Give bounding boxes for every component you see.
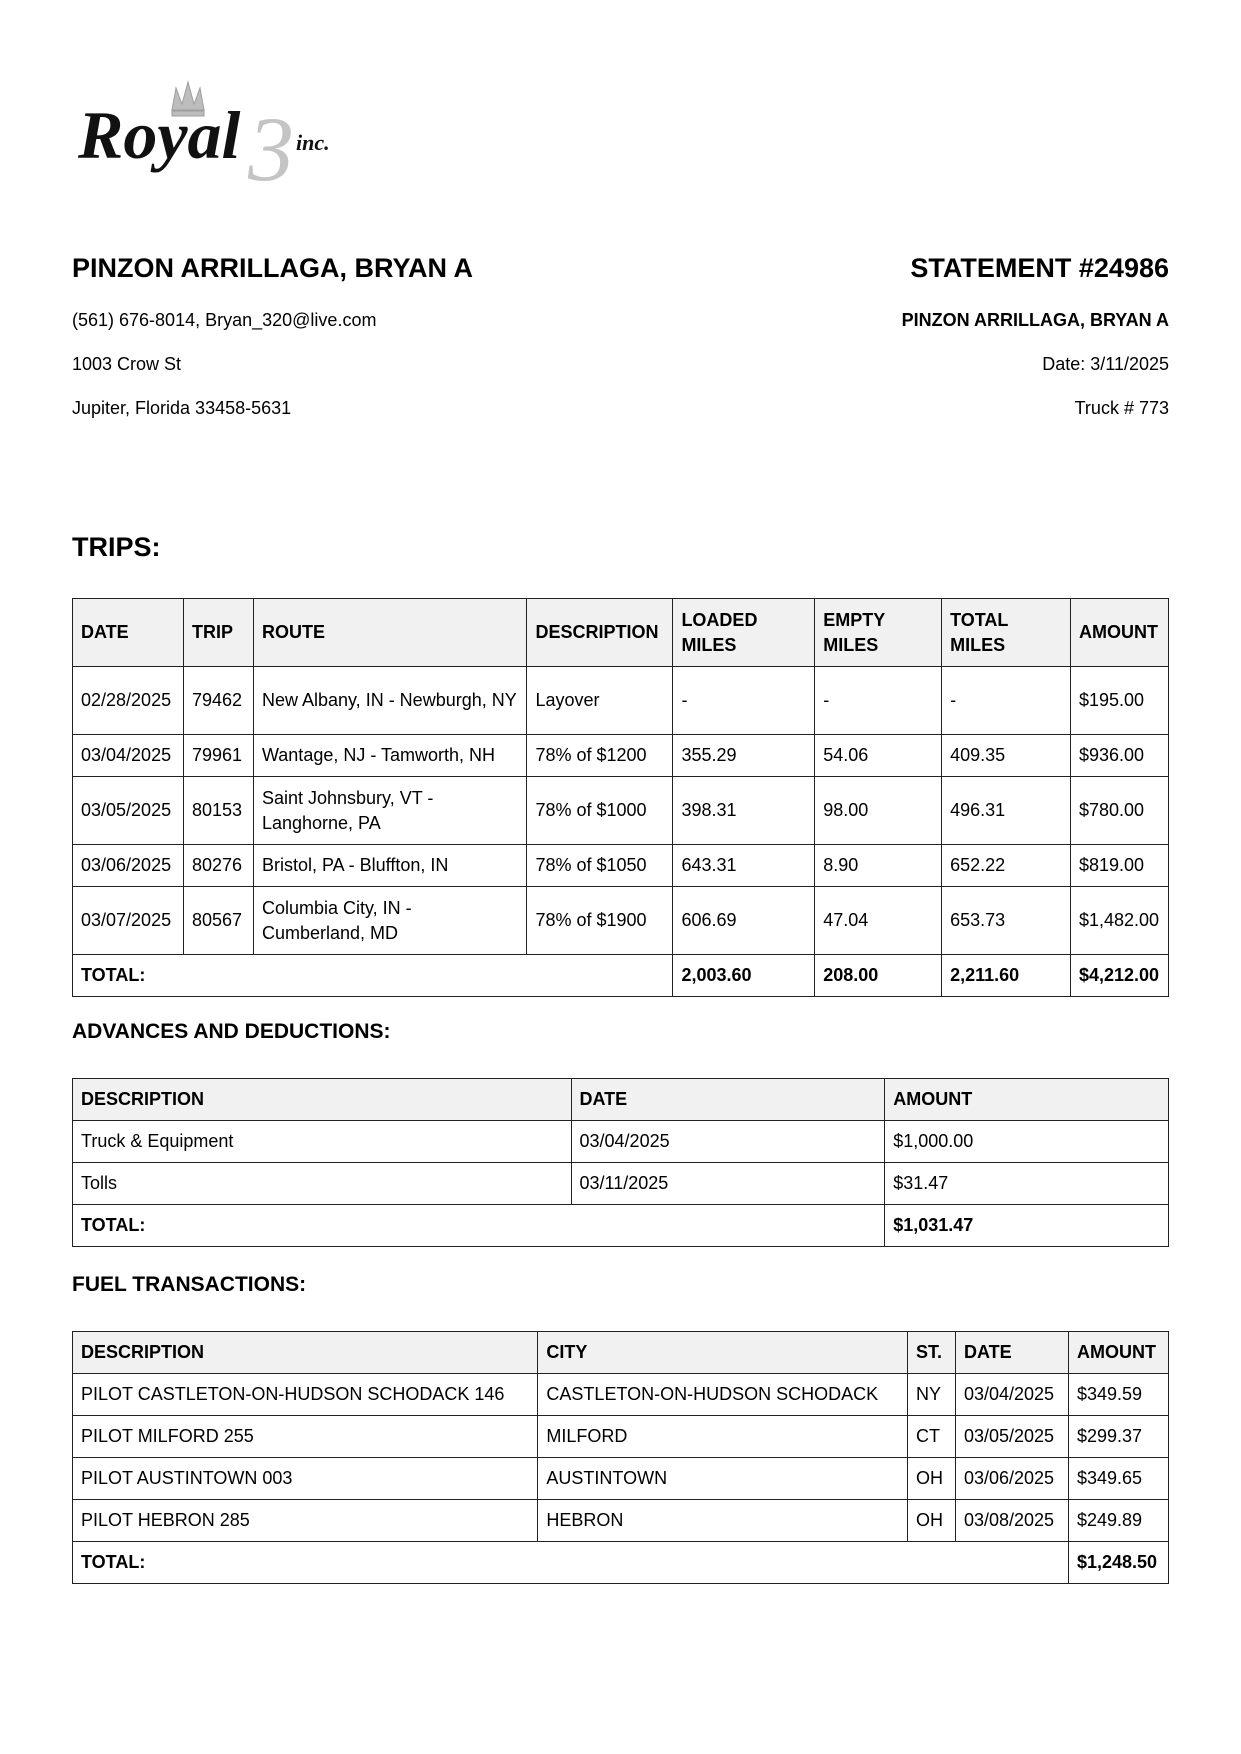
table-cell: 80567 [183, 887, 253, 955]
table-cell: 78% of $1000 [527, 777, 673, 845]
company-logo [76, 80, 396, 190]
total-loaded-miles: 2,003.60 [673, 955, 815, 997]
table-cell: Wantage, NJ - Tamworth, NH [253, 735, 527, 777]
table-cell: $31.47 [885, 1163, 1169, 1205]
table-cell: 03/05/2025 [73, 777, 184, 845]
table-cell: 355.29 [673, 735, 815, 777]
col-header: LOADED MILES [673, 599, 815, 667]
table-cell: Layover [527, 667, 673, 735]
table-cell: $299.37 [1068, 1416, 1168, 1458]
total-label: TOTAL: [73, 955, 673, 997]
table-cell: 47.04 [815, 887, 942, 955]
total-empty-miles: 208.00 [815, 955, 942, 997]
table-cell: 653.73 [942, 887, 1071, 955]
table-cell: 03/04/2025 [73, 735, 184, 777]
table-header-row [73, 1079, 1169, 1121]
col-header: ROUTE [253, 599, 527, 667]
table-cell: MILFORD [538, 1416, 908, 1458]
table-cell: $195.00 [1070, 667, 1168, 735]
table-cell: 03/07/2025 [73, 887, 184, 955]
table-cell: 78% of $1050 [527, 845, 673, 887]
svg-text:3: 3 [248, 98, 294, 190]
driver-street: 1003 Crow St [72, 354, 182, 374]
col-header: DATE [73, 599, 184, 667]
advances-title: ADVANCES AND DEDUCTIONS: [72, 1020, 391, 1043]
table-cell: PILOT CASTLETON-ON-HUDSON SCHODACK 146 [73, 1374, 538, 1416]
table-row [73, 887, 1169, 955]
col-header: CITY [538, 1332, 908, 1374]
statement-title: STATEMENT #24986 [910, 253, 1169, 283]
table-cell: 03/06/2025 [955, 1458, 1068, 1500]
table-cell: $349.59 [1068, 1374, 1168, 1416]
table-total-row [73, 955, 1169, 997]
table-cell: $780.00 [1070, 777, 1168, 845]
table-cell: 03/06/2025 [73, 845, 184, 887]
statement-date: Date: 3/11/2025 [1042, 354, 1169, 374]
fuel-title: FUEL TRANSACTIONS: [72, 1273, 307, 1296]
table-cell: AUSTINTOWN [538, 1458, 908, 1500]
table-total-row [73, 1542, 1169, 1584]
table-cell: Bristol, PA - Bluffton, IN [253, 845, 527, 887]
table-row [73, 1374, 1169, 1416]
driver-info [72, 248, 632, 430]
table-cell: 03/04/2025 [571, 1121, 885, 1163]
col-header: TRIP [183, 599, 253, 667]
table-cell: 78% of $1900 [527, 887, 673, 955]
table-cell: PILOT HEBRON 285 [73, 1500, 538, 1542]
col-header: TOTAL MILES [942, 599, 1071, 667]
trips-title: TRIPS: [72, 532, 161, 562]
table-cell: 79961 [183, 735, 253, 777]
table-row [73, 1458, 1169, 1500]
table-cell: - [673, 667, 815, 735]
table-cell: 78% of $1200 [527, 735, 673, 777]
driver-contact: (561) 676-8014, Bryan_320@live.com [72, 310, 377, 330]
table-total-row [73, 1205, 1169, 1247]
table-cell: $1,000.00 [885, 1121, 1169, 1163]
table-cell: 8.90 [815, 845, 942, 887]
table-cell: CASTLETON-ON-HUDSON SCHODACK [538, 1374, 908, 1416]
table-row [73, 845, 1169, 887]
col-header: DESCRIPTION [527, 599, 673, 667]
table-cell: Truck & Equipment [73, 1121, 572, 1163]
table-cell: 03/04/2025 [955, 1374, 1068, 1416]
col-header: DESCRIPTION [73, 1079, 572, 1121]
table-cell: Tolls [73, 1163, 572, 1205]
table-row [73, 1500, 1169, 1542]
table-cell: 98.00 [815, 777, 942, 845]
table-cell: - [815, 667, 942, 735]
table-cell: 643.31 [673, 845, 815, 887]
table-cell: PILOT MILFORD 255 [73, 1416, 538, 1458]
table-cell: 80276 [183, 845, 253, 887]
statement-info [609, 248, 1169, 430]
table-cell: 03/11/2025 [571, 1163, 885, 1205]
table-cell: $1,482.00 [1070, 887, 1168, 955]
driver-city-line: Jupiter, Florida 33458-5631 [72, 398, 292, 418]
total-amount: $4,212.00 [1070, 955, 1168, 997]
table-cell: Saint Johnsbury, VT - Langhorne, PA [253, 777, 527, 845]
fuel-table [72, 1331, 1169, 1584]
table-cell: 79462 [183, 667, 253, 735]
table-cell: 409.35 [942, 735, 1071, 777]
table-cell: CT [908, 1416, 956, 1458]
table-cell: 03/08/2025 [955, 1500, 1068, 1542]
table-cell: 03/05/2025 [955, 1416, 1068, 1458]
col-header: EMPTY MILES [815, 599, 942, 667]
table-cell: $249.89 [1068, 1500, 1168, 1542]
col-header: DESCRIPTION [73, 1332, 538, 1374]
advances-table [72, 1078, 1169, 1247]
total-label: TOTAL: [73, 1205, 885, 1247]
col-header: AMOUNT [885, 1079, 1169, 1121]
statement-driver-name: PINZON ARRILLAGA, BRYAN A [901, 310, 1169, 330]
col-header: AMOUNT [1070, 599, 1168, 667]
table-cell: OH [908, 1500, 956, 1542]
table-row [73, 1416, 1169, 1458]
table-cell: New Albany, IN - Newburgh, NY [253, 667, 527, 735]
driver-name: PINZON ARRILLAGA, BRYAN A [72, 253, 474, 283]
table-header-row [73, 599, 1169, 667]
trips-table [72, 598, 1169, 997]
total-amount: $1,031.47 [885, 1205, 1169, 1247]
table-cell: 02/28/2025 [73, 667, 184, 735]
table-row [73, 777, 1169, 845]
table-row [73, 667, 1169, 735]
statement-truck: Truck # 773 [1074, 398, 1169, 418]
table-cell: PILOT AUSTINTOWN 003 [73, 1458, 538, 1500]
table-cell: 652.22 [942, 845, 1071, 887]
table-cell: 496.31 [942, 777, 1071, 845]
total-miles: 2,211.60 [942, 955, 1071, 997]
royal3-logo-graphic [76, 80, 396, 190]
total-label: TOTAL: [73, 1542, 1069, 1584]
table-cell: NY [908, 1374, 956, 1416]
table-header-row [73, 1332, 1169, 1374]
table-cell: 54.06 [815, 735, 942, 777]
table-cell: - [942, 667, 1071, 735]
table-cell: HEBRON [538, 1500, 908, 1542]
col-header: DATE [955, 1332, 1068, 1374]
table-cell: $349.65 [1068, 1458, 1168, 1500]
table-cell: 606.69 [673, 887, 815, 955]
table-cell: OH [908, 1458, 956, 1500]
table-cell: 80153 [183, 777, 253, 845]
table-row [73, 1163, 1169, 1205]
table-cell: $936.00 [1070, 735, 1168, 777]
table-row [73, 1121, 1169, 1163]
table-row [73, 735, 1169, 777]
table-cell: 398.31 [673, 777, 815, 845]
table-cell: $819.00 [1070, 845, 1168, 887]
total-amount: $1,248.50 [1068, 1542, 1168, 1584]
col-header: AMOUNT [1068, 1332, 1168, 1374]
col-header: ST. [908, 1332, 956, 1374]
svg-text:inc.: inc. [296, 130, 330, 155]
col-header: DATE [571, 1079, 885, 1121]
svg-text:Royal: Royal [78, 97, 241, 173]
table-cell: Columbia City, IN - Cumberland, MD [253, 887, 527, 955]
